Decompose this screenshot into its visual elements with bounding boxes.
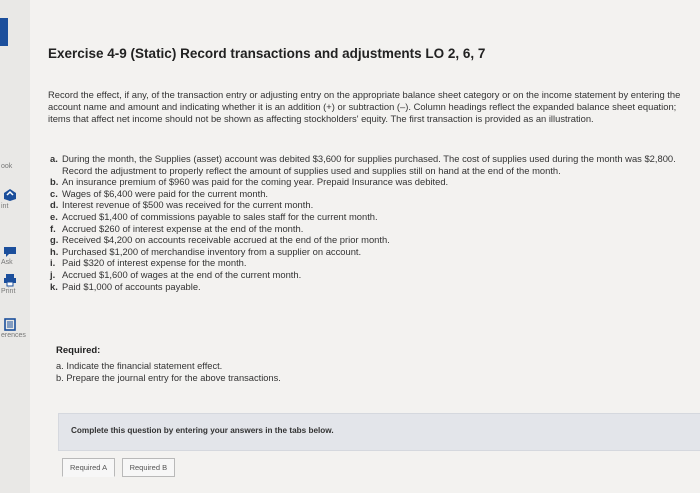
list-item: [50, 269, 700, 281]
hint-icon: [3, 188, 17, 202]
left-toolbar: [0, 0, 31, 493]
item-text: Accrued $1,600 of wages at the end of the current month.: [62, 268, 302, 280]
sidebar-item-references[interactable]: [0, 318, 30, 339]
list-item: [50, 176, 700, 188]
sidebar-label-hint: int: [1, 203, 9, 210]
item-text: Interest revenue of $500 was received for the current month.: [62, 199, 314, 211]
item-marker: f.: [50, 222, 56, 234]
item-text: Purchased $1,200 of merchandise inventory from a supplier on account.: [62, 245, 362, 257]
item-text: An insurance premium of $960 was paid for the coming year. Prepaid Insurance was debited.: [62, 176, 449, 188]
list-item: [50, 257, 700, 269]
tab-required-a[interactable]: Required A: [62, 458, 115, 477]
item-marker: j.: [50, 268, 56, 280]
list-item: [50, 188, 700, 200]
item-marker: i.: [50, 257, 56, 269]
list-item: [50, 223, 700, 235]
sidebar-label-print: Print: [1, 288, 16, 295]
list-item: [50, 246, 700, 258]
item-marker: e.: [50, 210, 58, 222]
references-icon: [3, 318, 17, 331]
list-item: [50, 281, 700, 293]
item-text: Paid $1,000 of accounts payable.: [62, 280, 201, 292]
tab-required-b[interactable]: Required B: [122, 458, 176, 477]
instructions: Record the effect, if any, of the transaction entry or adjusting entry on the appropriate balance sheet category or on the income statement by entering the account name and amount and indicating whether it is an addition (+) or subtraction (–). Column headings reflect the expanded balance sheet equation; items that affect net income should not be shown as affecting stockholders' equity. The first transaction is provided as an illustration.: [48, 89, 681, 124]
sidebar-label-ebook: ook: [1, 163, 13, 170]
item-marker: a.: [50, 153, 58, 164]
sidebar-item-print[interactable]: [0, 273, 30, 295]
ask-icon: [3, 246, 17, 258]
sidebar-item-hint[interactable]: [0, 188, 30, 210]
print-icon: [3, 273, 17, 287]
page-title: Exercise 4-9 (Static) Record transactions and adjustments LO 2, 6, 7: [48, 46, 486, 61]
sidebar-label-references: erences: [1, 332, 26, 339]
required-heading: Required:: [56, 345, 101, 356]
item-marker: h.: [50, 245, 59, 257]
transaction-list: [50, 153, 700, 292]
list-item: [56, 372, 281, 384]
item-text: Prepare the journal entry for the above transactions.: [66, 373, 281, 383]
item-text: Wages of $6,400 were paid for the current month.: [62, 187, 269, 199]
sidebar-label-ask: Ask: [1, 259, 13, 266]
item-text: Received $4,200 on accounts receivable accrued at the end of the prior month.: [62, 234, 390, 246]
item-marker: d.: [50, 199, 59, 211]
item-marker: g.: [50, 234, 59, 246]
item-marker: a.: [56, 361, 64, 371]
question-panel: [30, 0, 700, 493]
item-text: During the month, the Supplies (asset) account was debited $3,600 for supplies purchased. The cost of supplies used during the month was $2,800. Record the adjustment to properly reflect the amount of supplies used and supplies still on hand at the end of the month.: [62, 153, 676, 176]
required-list: [56, 360, 281, 384]
item-text: Paid $320 of interest expense for the month.: [62, 257, 247, 269]
answer-tabs: [62, 457, 177, 477]
banner-text: Complete this question by entering your answers in the tabs below.: [71, 426, 334, 435]
list-item: [50, 211, 700, 223]
list-item: [50, 199, 700, 211]
list-item: [50, 153, 700, 176]
item-text: Accrued $260 of interest expense at the end of the month.: [62, 222, 304, 234]
item-text: Accrued $1,400 of commissions payable to sales staff for the current month.: [62, 210, 378, 222]
item-text: Indicate the financial statement effect.: [66, 361, 223, 371]
list-item: [56, 360, 281, 372]
list-item: [50, 234, 700, 246]
item-marker: b.: [56, 373, 64, 383]
instruction-banner: [58, 413, 700, 451]
active-indicator: [0, 18, 8, 46]
sidebar-item-ebook[interactable]: [0, 162, 30, 170]
item-marker: c.: [50, 187, 58, 199]
item-marker: k.: [50, 280, 58, 292]
sidebar-item-ask[interactable]: [0, 246, 30, 266]
item-marker: b.: [50, 176, 59, 188]
